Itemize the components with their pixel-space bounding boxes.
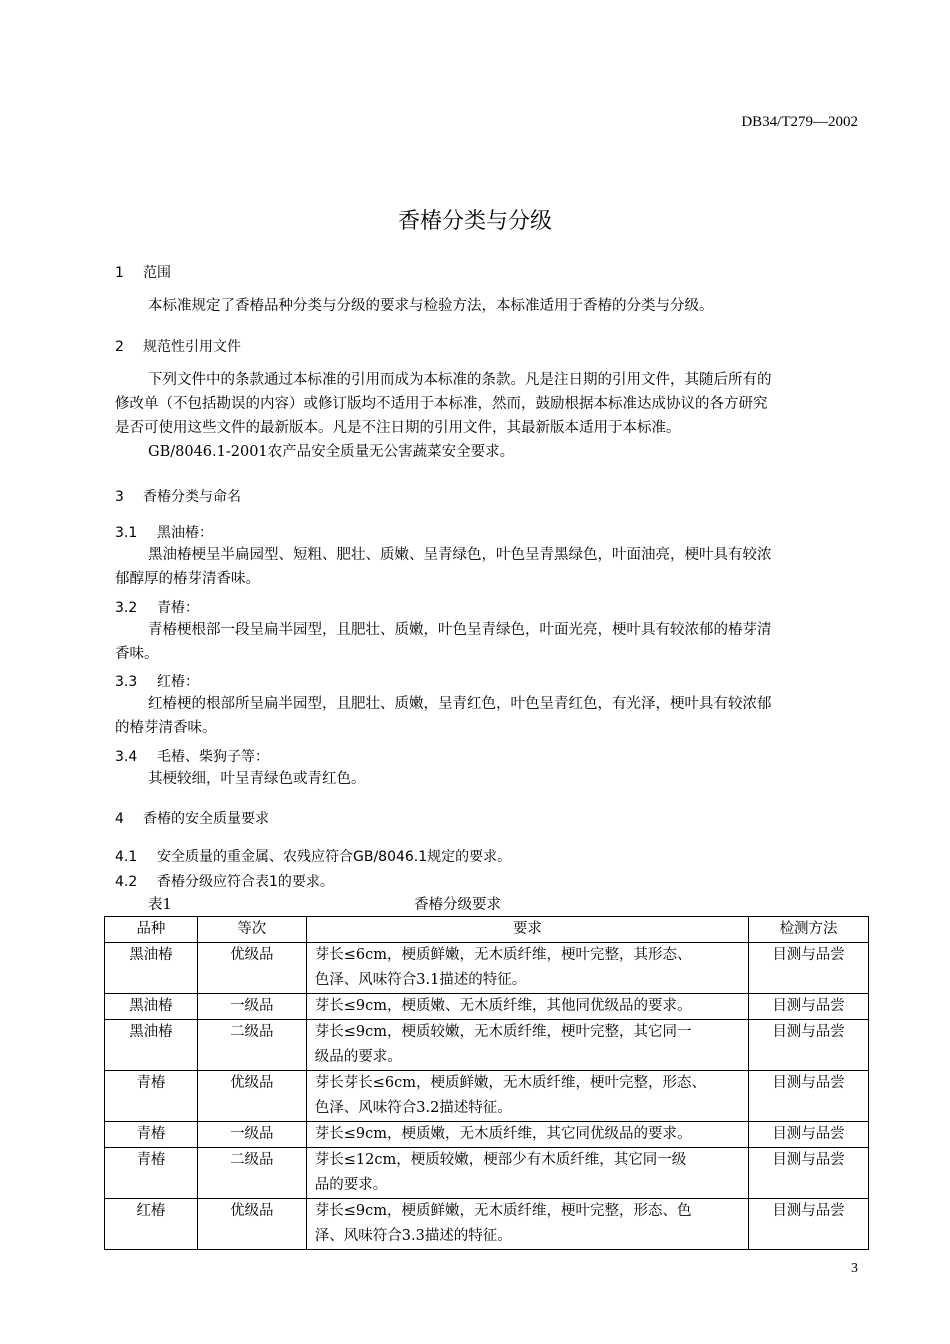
standard-code: DB34/T279—2002 xyxy=(741,114,858,130)
cell-requirement xyxy=(306,1148,748,1199)
subsection-number: 4.2 xyxy=(115,874,138,890)
subsection-3-4-text xyxy=(115,767,875,791)
page-title: 香椿分类与分级 xyxy=(397,209,552,234)
table-row xyxy=(105,1020,869,1071)
section-number: 2 xyxy=(115,339,124,355)
subsection-3-2-heading xyxy=(115,597,199,617)
paragraph-line: 下列文件中的条款通过本标准的引用而成为本标准的条款。凡是注日期的引用文件，其随后所有的 xyxy=(148,372,772,388)
table-row xyxy=(105,994,869,1020)
subsection-3-1-text xyxy=(115,543,875,591)
subsection-3-2-text xyxy=(115,618,875,666)
subsection-3-3-heading xyxy=(115,671,199,691)
subsection-number: 3.4 xyxy=(115,749,138,765)
cell-method: 目测与品尝 xyxy=(749,1199,869,1250)
subsection-4-1 xyxy=(115,846,511,866)
requirement-line: 芽长≤9cm，梗质较嫩，无木质纤维，梗叶完整，其它同一 xyxy=(314,1024,692,1040)
cell-requirement xyxy=(306,994,748,1020)
requirement-line: 芽长≤9cm，梗质嫩、无木质纤维，其他同优级品的要求。 xyxy=(314,998,692,1014)
section-number: 4 xyxy=(115,811,124,827)
subsection-3-4-heading xyxy=(115,746,269,766)
subsection-title: 青椿： xyxy=(157,600,199,616)
subsection-text: 安全质量的重金属、农残应符合GB/8046.1规定的要求。 xyxy=(157,849,512,865)
section-3-heading xyxy=(115,486,241,506)
section-1-heading xyxy=(115,262,171,282)
cell-variety: 黑油椿 xyxy=(105,1020,198,1071)
column-header-grade: 等次 xyxy=(197,917,306,943)
table-row xyxy=(105,943,869,994)
table-row xyxy=(105,1199,869,1250)
cell-requirement xyxy=(306,943,748,994)
paragraph-line: 红椿梗的根部所呈扁半园型，且肥壮、质嫩，呈青红色，叶色呈青红色，有光泽，梗叶具有较浓郁 xyxy=(148,696,772,712)
cell-grade: 优级品 xyxy=(197,943,306,994)
cell-variety: 红椿 xyxy=(105,1199,198,1250)
cell-variety: 黑油椿 xyxy=(105,994,198,1020)
requirement-line: 品的要求。 xyxy=(314,1177,388,1193)
table-caption: 香椿分级要求 xyxy=(414,897,501,913)
cell-variety: 黑油椿 xyxy=(105,943,198,994)
section-title: 规范性引用文件 xyxy=(143,339,241,355)
cell-variety: 青椿 xyxy=(105,1071,198,1122)
subsection-3-1-heading xyxy=(115,522,213,542)
paragraph-line: 黑油椿梗呈半扁园型、短粗、肥壮、质嫩、呈青绿色，叶色呈青黑绿色，叶面油亮，梗叶具有较浓 xyxy=(148,547,772,563)
subsection-4-2 xyxy=(115,871,334,891)
paragraph-line: 的椿芽清香味。 xyxy=(115,720,217,736)
section-title: 范围 xyxy=(143,265,171,281)
subsection-number: 4.1 xyxy=(115,849,138,865)
cell-requirement xyxy=(306,1020,748,1071)
cell-method: 目测与品尝 xyxy=(749,1020,869,1071)
requirement-line: 芽长≤9cm，梗质鲜嫩，无木质纤维，梗叶完整，形态、色 xyxy=(314,1203,692,1219)
requirement-line: 芽长≤9cm，梗质嫩，无木质纤维，其它同优级品的要求。 xyxy=(314,1126,692,1142)
table-header-row xyxy=(105,917,869,943)
subsection-number: 3.3 xyxy=(115,674,138,690)
cell-grade: 二级品 xyxy=(197,1148,306,1199)
cell-method: 目测与品尝 xyxy=(749,1148,869,1199)
requirement-line: 级品的要求。 xyxy=(314,1049,402,1065)
section-title: 香椿的安全质量要求 xyxy=(143,811,269,827)
requirement-line: 芽长≤12cm，梗质较嫩，梗部少有木质纤维，其它同一级 xyxy=(314,1152,687,1168)
subsection-title: 毛椿、柴狗子等： xyxy=(157,749,269,765)
cell-method: 目测与品尝 xyxy=(749,1071,869,1122)
cell-grade: 一级品 xyxy=(197,994,306,1020)
cell-variety: 青椿 xyxy=(105,1148,198,1199)
section-2-heading xyxy=(115,336,241,356)
section-1-text: 本标准规定了香椿品种分类与分级的要求与检验方法，本标准适用于香椿的分类与分级。 xyxy=(148,298,714,314)
subsection-text: 香椿分级应符合表1的要求。 xyxy=(157,874,334,890)
column-header-requirement: 要求 xyxy=(306,917,748,943)
requirement-line: 泽、风味符合3.3描述的特征。 xyxy=(314,1228,512,1244)
column-header-method: 检测方法 xyxy=(749,917,869,943)
paragraph-line: 郁醇厚的椿芽清香味。 xyxy=(115,571,260,587)
paragraph-line: 青椿梗根部一段呈扁半园型，且肥壮、质嫩，叶色呈青绿色，叶面光亮，梗叶具有较浓郁的椿芽清 xyxy=(148,622,772,638)
table-row xyxy=(105,1148,869,1199)
section-title: 香椿分类与命名 xyxy=(143,489,241,505)
subsection-title: 黑油椿： xyxy=(157,525,213,541)
grading-table xyxy=(104,916,869,1250)
cell-grade: 优级品 xyxy=(197,1199,306,1250)
section-number: 3 xyxy=(115,489,124,505)
table-row xyxy=(105,1122,869,1148)
cell-variety: 青椿 xyxy=(105,1122,198,1148)
requirement-line: 色泽、风味符合3.2描述特征。 xyxy=(314,1100,512,1116)
requirement-line: 色泽、风味符合3.1描述的特征。 xyxy=(314,972,527,988)
requirement-line: 芽长≤6cm，梗质鲜嫩，无木质纤维，梗叶完整，其形态、 xyxy=(314,947,692,963)
cell-method: 目测与品尝 xyxy=(749,1122,869,1148)
table-row xyxy=(105,1071,869,1122)
subsection-number: 3.2 xyxy=(115,600,138,616)
column-header-variety: 品种 xyxy=(105,917,198,943)
cell-method: 目测与品尝 xyxy=(749,943,869,994)
paragraph-line: 是否可使用这些文件的最新版本。凡是不注日期的引用文件，其最新版本适用于本标准。 xyxy=(115,420,681,436)
requirement-line: 芽长芽长≤6cm，梗质鲜嫩，无木质纤维，梗叶完整，形态、 xyxy=(314,1075,706,1091)
cell-method: 目测与品尝 xyxy=(749,994,869,1020)
cell-requirement xyxy=(306,1071,748,1122)
cell-grade: 优级品 xyxy=(197,1071,306,1122)
subsection-number: 3.1 xyxy=(115,525,138,541)
cell-requirement xyxy=(306,1199,748,1250)
page-number: 3 xyxy=(851,1261,858,1276)
cell-grade: 一级品 xyxy=(197,1122,306,1148)
reference-line: GB/8046.1-2001农产品安全质量无公害蔬菜安全要求。 xyxy=(148,444,515,460)
section-2-text xyxy=(115,368,875,464)
section-number: 1 xyxy=(115,265,124,281)
paragraph-line: 修改单（不包括勘误的内容）或修订版均不适用于本标准，然而，鼓励根据本标准达成协议的各方研究 xyxy=(115,396,768,412)
subsection-title: 红椿： xyxy=(157,674,199,690)
paragraph-line: 香味。 xyxy=(115,646,159,662)
cell-requirement xyxy=(306,1122,748,1148)
section-4-heading xyxy=(115,808,269,828)
table-label: 表1 xyxy=(148,897,172,913)
subsection-3-3-text xyxy=(115,692,875,740)
paragraph-line: 其梗较细，叶呈青绿色或青红色。 xyxy=(148,771,366,787)
cell-grade: 二级品 xyxy=(197,1020,306,1071)
